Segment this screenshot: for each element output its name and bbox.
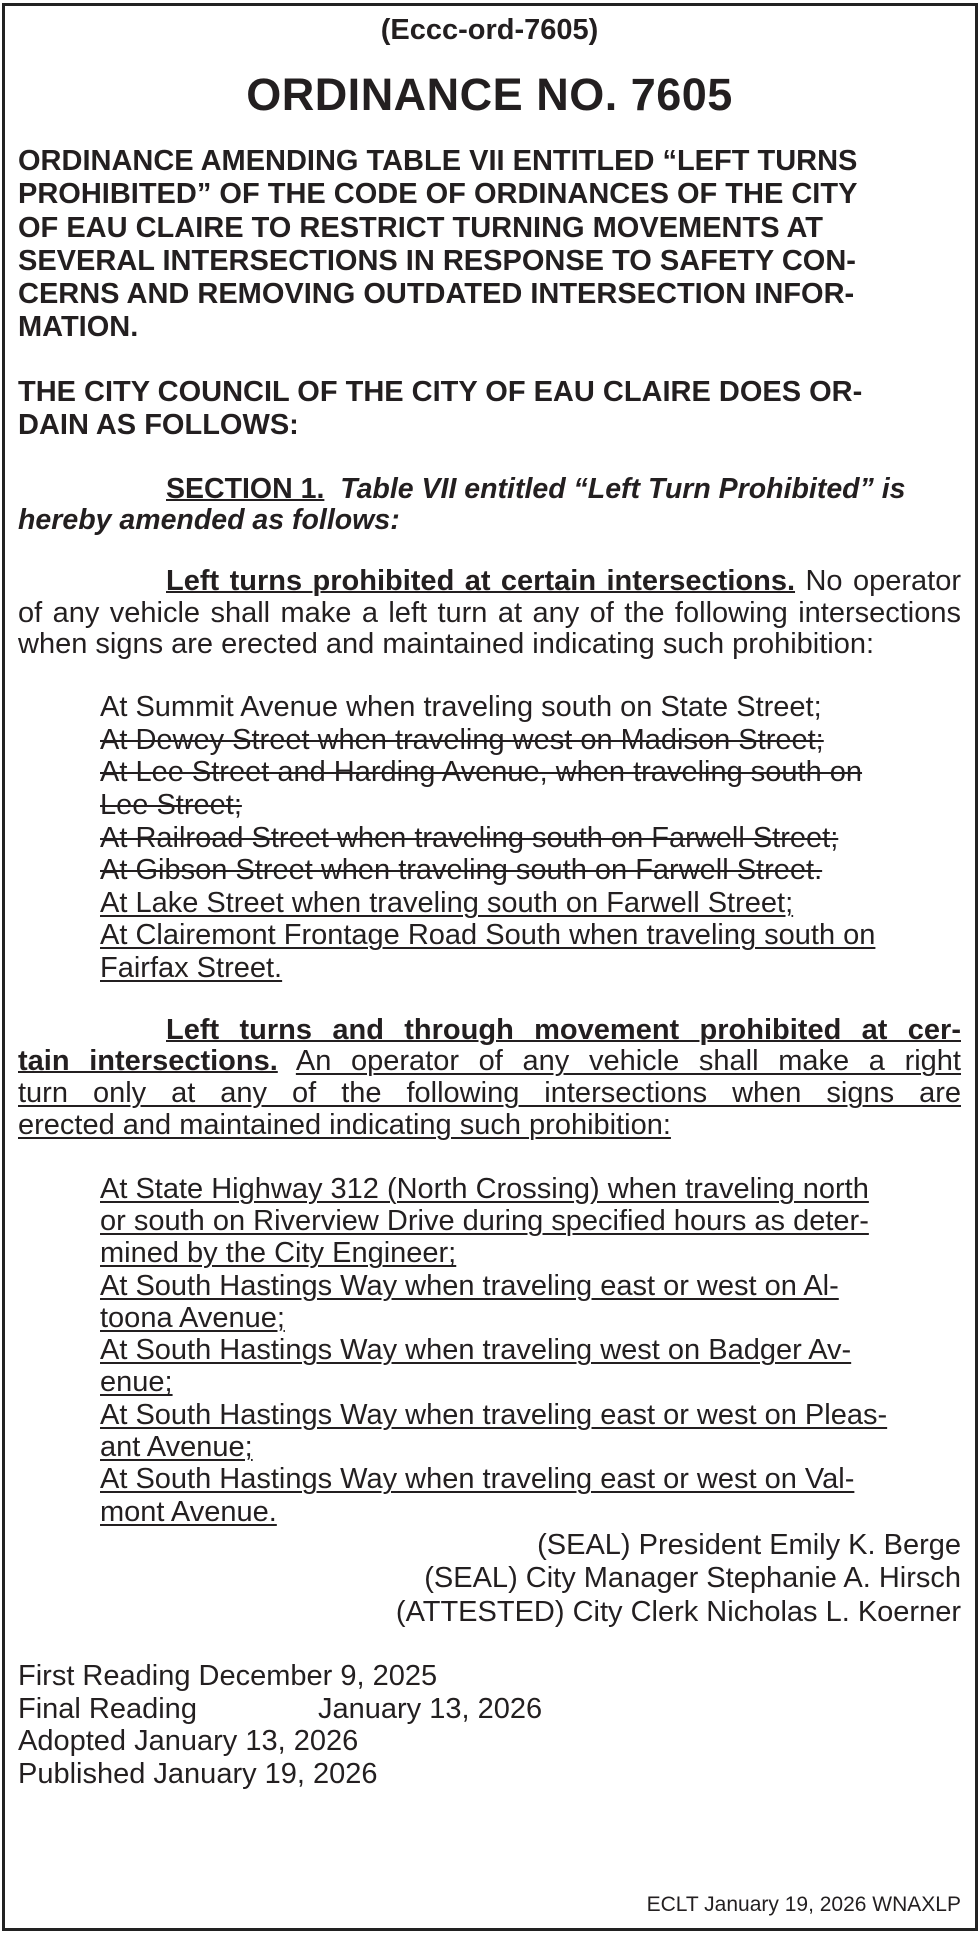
list-item-added: mined by the City Engineer; [100, 1237, 457, 1270]
list-item-added: At South Hastings Way when traveling east or west on Al- [100, 1269, 839, 1302]
caption-line: MATION. [18, 311, 139, 344]
final-reading-date: January 13, 2026 [318, 1692, 543, 1725]
list-item-added: At Lake Street when traveling south on Farwell Street; [100, 886, 794, 919]
list-item-added: At South Hastings Way when traveling east or west on Val- [100, 1463, 855, 1496]
through-text-line: An operator of any vehicle shall make a right [295, 1045, 961, 1078]
list-item-added: At State Highway 312 (North Crossing) when traveling north [100, 1172, 869, 1205]
first-reading: First Reading December 9, 2025 [18, 1660, 438, 1693]
reading-dates [18, 1660, 961, 1790]
enacting-line: DAIN AS FOLLOWS: [18, 409, 299, 442]
left-turns-text: No operator of any vehicle shall make a left turn at any of the following intersections when signs are erected and maintained indicating such prohibition: [18, 564, 961, 661]
signature-line: (ATTESTED) City Clerk Nicholas L. Koerner [395, 1595, 961, 1628]
through-movement-paragraph [18, 1015, 961, 1142]
page-title: ORDINANCE NO. 7605 [246, 69, 733, 120]
caption-line: CERNS AND REMOVING OUTDATED INTERSECTION INFOR- [18, 278, 855, 311]
list-item-added: mont Avenue. [100, 1495, 277, 1528]
caption-line: OF EAU CLAIRE TO RESTRICT TURNING MOVEMENTS AT [18, 211, 824, 244]
through-movement-list [100, 1173, 961, 1528]
left-turns-heading: Left turns prohibited at certain intersections. [166, 564, 796, 597]
adopted-date: Adopted January 13, 2026 [18, 1725, 359, 1758]
list-item-deleted: At Lee Street and Harding Avenue, when traveling south on [100, 756, 863, 789]
section-1-label: SECTION 1. [166, 472, 325, 505]
left-turn-list [100, 691, 961, 984]
list-item: At Summit Avenue when traveling south on State Street; [100, 691, 822, 724]
signature-line: (SEAL) City Manager Stephanie A. Hirsch [424, 1562, 961, 1595]
list-item-added: toona Avenue; [100, 1301, 285, 1334]
section-1-text: Table VII entitled “Left Turn Prohibited” is hereby amended as follows: [18, 472, 906, 537]
list-item-added: ant Avenue; [100, 1431, 253, 1464]
list-item-added: Fairfax Street. [100, 951, 283, 984]
caption-line: SEVERAL INTERSECTIONS IN RESPONSE TO SAFETY CON- [18, 244, 856, 277]
caption-line: ORDINANCE AMENDING TABLE VII ENTITLED “LEFT TURNS [18, 145, 858, 177]
list-item-deleted: At Gibson Street when traveling south on Farwell Street. [100, 854, 823, 887]
enacting-clause [18, 376, 961, 443]
left-turns-paragraph [18, 566, 961, 661]
list-item-added: At South Hastings Way when traveling west on Badger Av- [100, 1334, 852, 1367]
through-heading-line: Left turns and through movement prohibited at cer- [166, 1013, 961, 1046]
final-reading-label: Final Reading [18, 1692, 197, 1725]
legal-notice [2, 3, 978, 1931]
published-date: Published January 19, 2026 [18, 1757, 378, 1790]
through-heading-line: tain intersections. [18, 1045, 278, 1078]
list-item-deleted: Lee Street; [100, 788, 242, 821]
publication-footer: ECLT January 19, 2026 WNAXLP [646, 1893, 961, 1916]
section-1 [18, 474, 961, 537]
signature-block [18, 1529, 961, 1630]
through-text-line: turn only at any of the following intersections when signs are [18, 1077, 961, 1110]
list-item-added: At South Hastings Way when traveling east or west on Pleas- [100, 1398, 888, 1431]
list-item-added: At Clairemont Frontage Road South when traveling south on [100, 919, 876, 952]
through-text-line: erected and maintained indicating such prohibition: [18, 1108, 671, 1141]
list-item-deleted: At Railroad Street when traveling south on Farwell Street; [100, 821, 839, 854]
document-id: (Eccc-ord-7605) [380, 14, 599, 46]
enacting-line: THE CITY COUNCIL OF THE CITY OF EAU CLAIRE DOES OR- [18, 375, 863, 408]
caption-line: PROHIBITED” OF THE CODE OF ORDINANCES OF THE CITY [18, 178, 858, 211]
signature-line: (SEAL) President Emily K. Berge [537, 1528, 961, 1561]
ordinance-caption [18, 145, 961, 345]
final-reading [18, 1693, 961, 1726]
list-item-added: or south on Riverview Drive during specified hours as deter- [100, 1205, 869, 1237]
list-item-added: enue; [100, 1366, 173, 1399]
list-item-deleted: At Dewey Street when traveling west on Madison Street; [100, 723, 824, 756]
